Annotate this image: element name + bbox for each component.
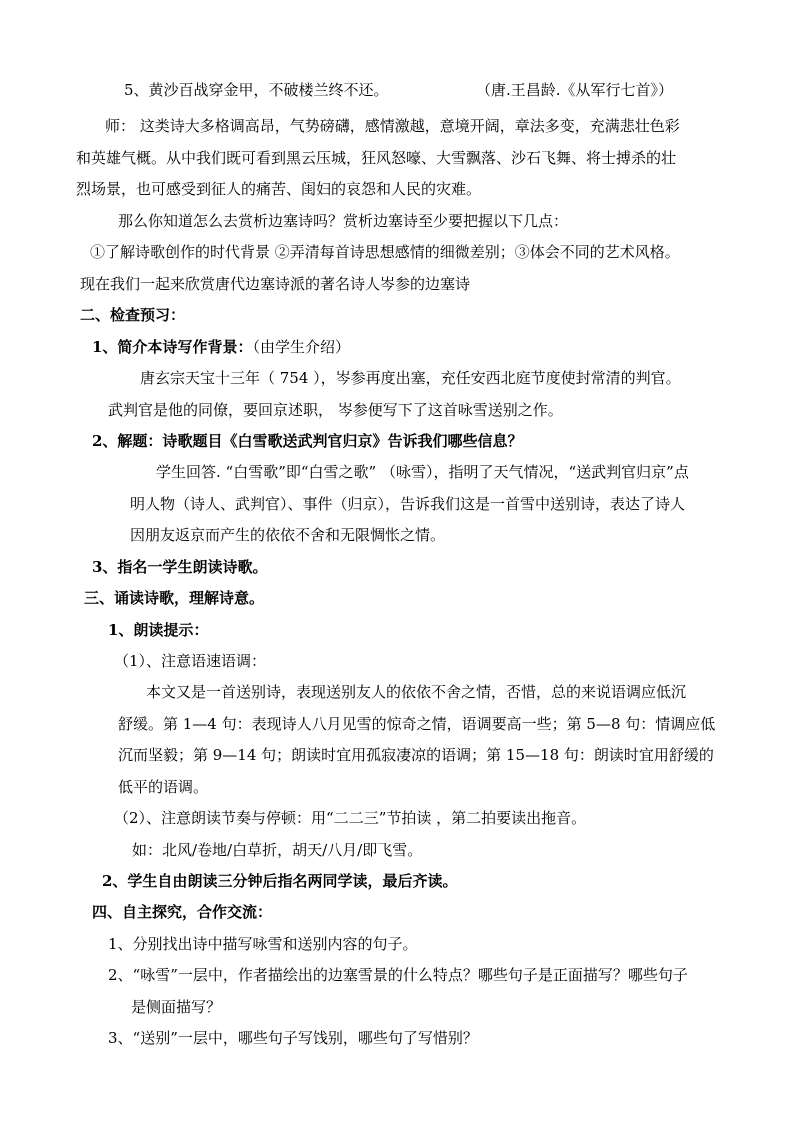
teacher-paragraph-line-1: 师： 这类诗大多格调高昂，气势磅礴，感情激越，意境开阔，章法多变，充满悲壮色彩 [105,117,680,135]
subsection-2-1-note: （由学生介绍） [252,338,350,356]
teacher-paragraph-line-2: 和英雄气概。从中我们既可看到黑云压城，狂风怒嚎、大雪飘落、沙石飞舞、将士搏杀的壮 [76,149,677,167]
section-2-heading: 二、检查预习： [80,306,186,324]
poem-line-5-text: 5、黄沙百战穿金甲，不破楼兰终不还。 [124,81,389,99]
background-line-2: 武判官是他的同僚，要回京述职， 岑参便写下了这首咏雪送别之作。 [108,401,563,419]
task-4-1: 1、分别找出诗中描写咏雪和送别内容的句子。 [108,935,418,953]
subsection-3-2-title: 2、学生自由朗读三分钟后指名两同学读，最后齐读。 [102,872,458,890]
intonation-line-2: 舒缓。第 1—4 句：表现诗人八月见雪的惊奇之情，语调要高一些；第 5—8 句：情调应低 [118,715,716,733]
poem-line-5 [124,80,389,100]
subsection-3-1-title: 1、朗读提示： [108,621,209,639]
appreciation-question: 那么你知道怎么去赏析边塞诗吗？赏析边塞诗至少要把握以下几点： [118,212,569,230]
title-analysis-line-1: 学生回答. “白雪歌”即“白雪之歌” （咏雪），指明了天气情况，“送武判官归京”点 [156,463,689,481]
poem-line-5-source: （唐.王昌龄.《从军行七首》） [476,81,674,99]
teacher-paragraph-line-3: 烈场景，也可感受到征人的痛苦、闺妇的哀怨和人民的灾难。 [76,180,482,198]
section-4-heading: 四、自主探究，合作交流： [92,903,273,921]
intonation-line-4: 低平的语调。 [118,778,209,796]
item-3-1-2: （2）、注意朗读节奏与停顿：用“二二三”节拍读 ，第二拍要读出拖音。 [114,809,587,827]
intonation-line-3: 沉而坚毅；第 9—14 句；朗读时宜用孤寂凄凉的语调；第 15—18 句：朗读时宜用舒缓的 [118,746,714,764]
subsection-2-1-title: 1、简介本诗写作背景： [92,338,253,356]
title-analysis-line-2: 明人物（诗人、武判官）、事件（归京），告诉我们这是一首雪中送别诗，表达了诗人 [130,495,686,513]
appreciation-points: ①了解诗歌创作的时代背景 ②弄清每首诗思想感情的细微差别；③体会不同的艺术风格。 [90,243,680,261]
task-4-3: 3、“送别”一层中，哪些句子写饯别，哪些句了写惜别？ [108,1029,478,1047]
task-4-2-line-2: 是侧面描写？ [131,998,222,1016]
item-3-1-1: （1）、注意语速语调： [114,652,267,670]
title-analysis-line-3: 因朋友返京而产生的依依不舍和无限惆怅之情。 [130,526,446,544]
rhythm-example: 如：北风/卷地/白草折，胡天/八月/即飞雪。 [132,841,423,859]
section-3-heading: 三、诵读诗歌，理解诗意。 [84,589,265,607]
intonation-line-1: 本文又是一首送别诗，表现送别友人的依依不舍之情，否惜，总的来说语调应低沉 [146,683,687,701]
subsection-2-3-title: 3、指名一学生朗读诗歌。 [92,558,268,576]
subsection-2-2-title: 2、解题：诗歌题目《白雪歌送武判官归京》告诉我们哪些信息？ [92,432,523,450]
background-line-1: 唐玄宗天宝十三年（ 754 ），岑参再度出塞，充任安西北庭节度使封常清的判官。 [140,369,681,387]
introduce-cen-shen: 现在我们一起来欣赏唐代边塞诗派的著名诗人岑参的边塞诗 [80,275,471,293]
task-4-2-line-1: 2、“咏雪”一层中，作者描绘出的边塞雪景的什么特点？哪些句子是正面描写？哪些句子 [108,966,688,984]
subsection-2-1 [92,337,350,357]
